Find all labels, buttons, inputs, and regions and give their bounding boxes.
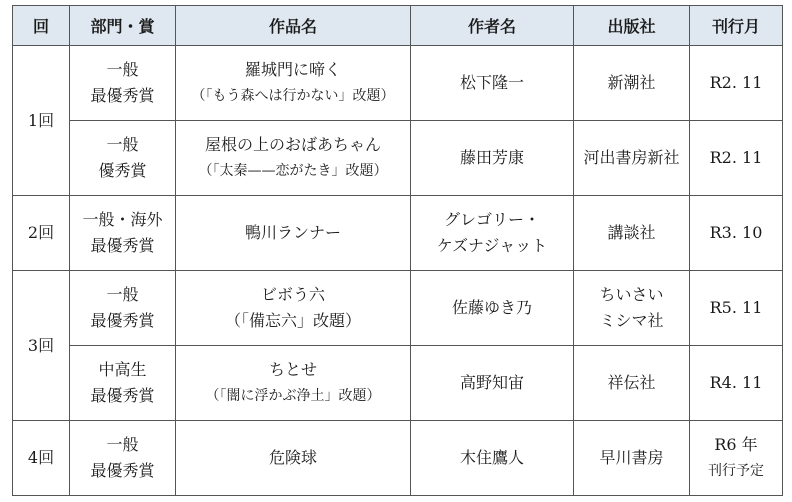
category-line: 最優秀賞 — [90, 386, 155, 405]
publish-month: R3. 10 — [709, 223, 763, 242]
title-cell — [176, 46, 411, 121]
round-cell: 3回 — [13, 271, 70, 421]
category-line: 最優秀賞 — [90, 461, 155, 480]
header-month: 刊行月 — [690, 6, 783, 46]
publisher-cell — [574, 421, 690, 496]
author-cell — [411, 46, 574, 121]
author-name: 高野知宙 — [459, 373, 524, 392]
publisher-cell — [574, 196, 690, 271]
category-cell — [70, 46, 176, 121]
category-line: 中高生 — [98, 360, 147, 379]
category-line: 最優秀賞 — [90, 311, 155, 330]
round-cell: 4回 — [13, 421, 70, 496]
work-title: ビボう六 — [260, 285, 325, 304]
publish-month: R2. 11 — [709, 148, 763, 167]
publisher-cell — [574, 46, 690, 121]
header-author: 作者名 — [411, 6, 574, 46]
publisher-name: 祥伝社 — [607, 373, 656, 392]
round-cell: 1回 — [13, 46, 70, 196]
title-cell — [176, 121, 411, 196]
publisher-name: 新潮社 — [607, 73, 656, 92]
author-name: グレゴリー・ — [443, 210, 540, 229]
table-row — [13, 196, 783, 271]
month-cell — [690, 421, 783, 496]
table-row — [13, 271, 783, 346]
awards-table — [12, 5, 783, 496]
author-cell — [411, 271, 574, 346]
month-cell — [690, 346, 783, 421]
publish-month: R6 年 — [714, 435, 758, 454]
category-line: 一般 — [106, 60, 139, 79]
publish-month: R2. 11 — [709, 73, 763, 92]
work-title-note: （「もう森へは行かない」改題） — [191, 88, 395, 104]
category-line: 優秀賞 — [98, 161, 147, 180]
category-line: 一般・海外 — [82, 210, 163, 229]
publisher-name: 講談社 — [607, 223, 656, 242]
publisher-cell — [574, 346, 690, 421]
category-line: 最優秀賞 — [90, 236, 155, 255]
category-line: 一般 — [106, 285, 139, 304]
month-cell — [690, 196, 783, 271]
publisher-cell — [574, 121, 690, 196]
work-title-note: （「備忘六」改題） — [224, 311, 361, 330]
work-title-note: （「太秦——恋がたき」改題） — [198, 163, 388, 179]
header-round: 回 — [13, 6, 70, 46]
table-row — [13, 46, 783, 121]
author-name: 佐藤ゆき乃 — [451, 298, 532, 317]
table-row — [13, 421, 783, 496]
publisher-name: ちいさい — [599, 285, 664, 304]
category-cell — [70, 121, 176, 196]
header-publisher: 出版社 — [574, 6, 690, 46]
author-cell — [411, 421, 574, 496]
author-cell — [411, 121, 574, 196]
category-line: 一般 — [106, 135, 139, 154]
work-title: 鴨川ランナー — [244, 223, 341, 242]
work-title: 羅城門に啼く — [244, 60, 341, 79]
category-cell — [70, 196, 176, 271]
publisher-name: 河出書房新社 — [583, 148, 680, 167]
title-cell — [176, 346, 411, 421]
category-cell — [70, 421, 176, 496]
work-title: 屋根の上のおばあちゃん — [204, 135, 381, 154]
header-title: 作品名 — [176, 6, 411, 46]
title-cell — [176, 271, 411, 346]
author-cell — [411, 196, 574, 271]
month-cell — [690, 121, 783, 196]
publisher-name: ミシマ社 — [599, 311, 664, 330]
title-cell — [176, 196, 411, 271]
author-name: ケズナジャット — [436, 236, 548, 255]
work-title: 危険球 — [268, 448, 317, 467]
category-cell — [70, 271, 176, 346]
author-cell — [411, 346, 574, 421]
round-cell: 2回 — [13, 196, 70, 271]
publisher-cell — [574, 271, 690, 346]
author-name: 藤田芳康 — [459, 148, 524, 167]
title-cell — [176, 421, 411, 496]
publisher-name: 早川書房 — [599, 448, 664, 467]
category-line: 一般 — [106, 435, 139, 454]
author-name: 松下隆一 — [459, 73, 524, 92]
publish-month: R5. 11 — [709, 298, 763, 317]
author-name: 木住鷹人 — [459, 448, 524, 467]
table-row — [13, 346, 783, 421]
table-row — [13, 121, 783, 196]
category-cell — [70, 346, 176, 421]
month-cell — [690, 46, 783, 121]
month-cell — [690, 271, 783, 346]
work-title-note: （「闇に浮かぶ浄土」改題） — [205, 388, 381, 404]
publish-month: 刊行予定 — [708, 463, 764, 479]
publish-month: R4. 11 — [709, 373, 763, 392]
header-row — [13, 6, 783, 46]
work-title: ちとせ — [268, 360, 317, 379]
category-line: 最優秀賞 — [90, 86, 155, 105]
header-category: 部門・賞 — [70, 6, 176, 46]
